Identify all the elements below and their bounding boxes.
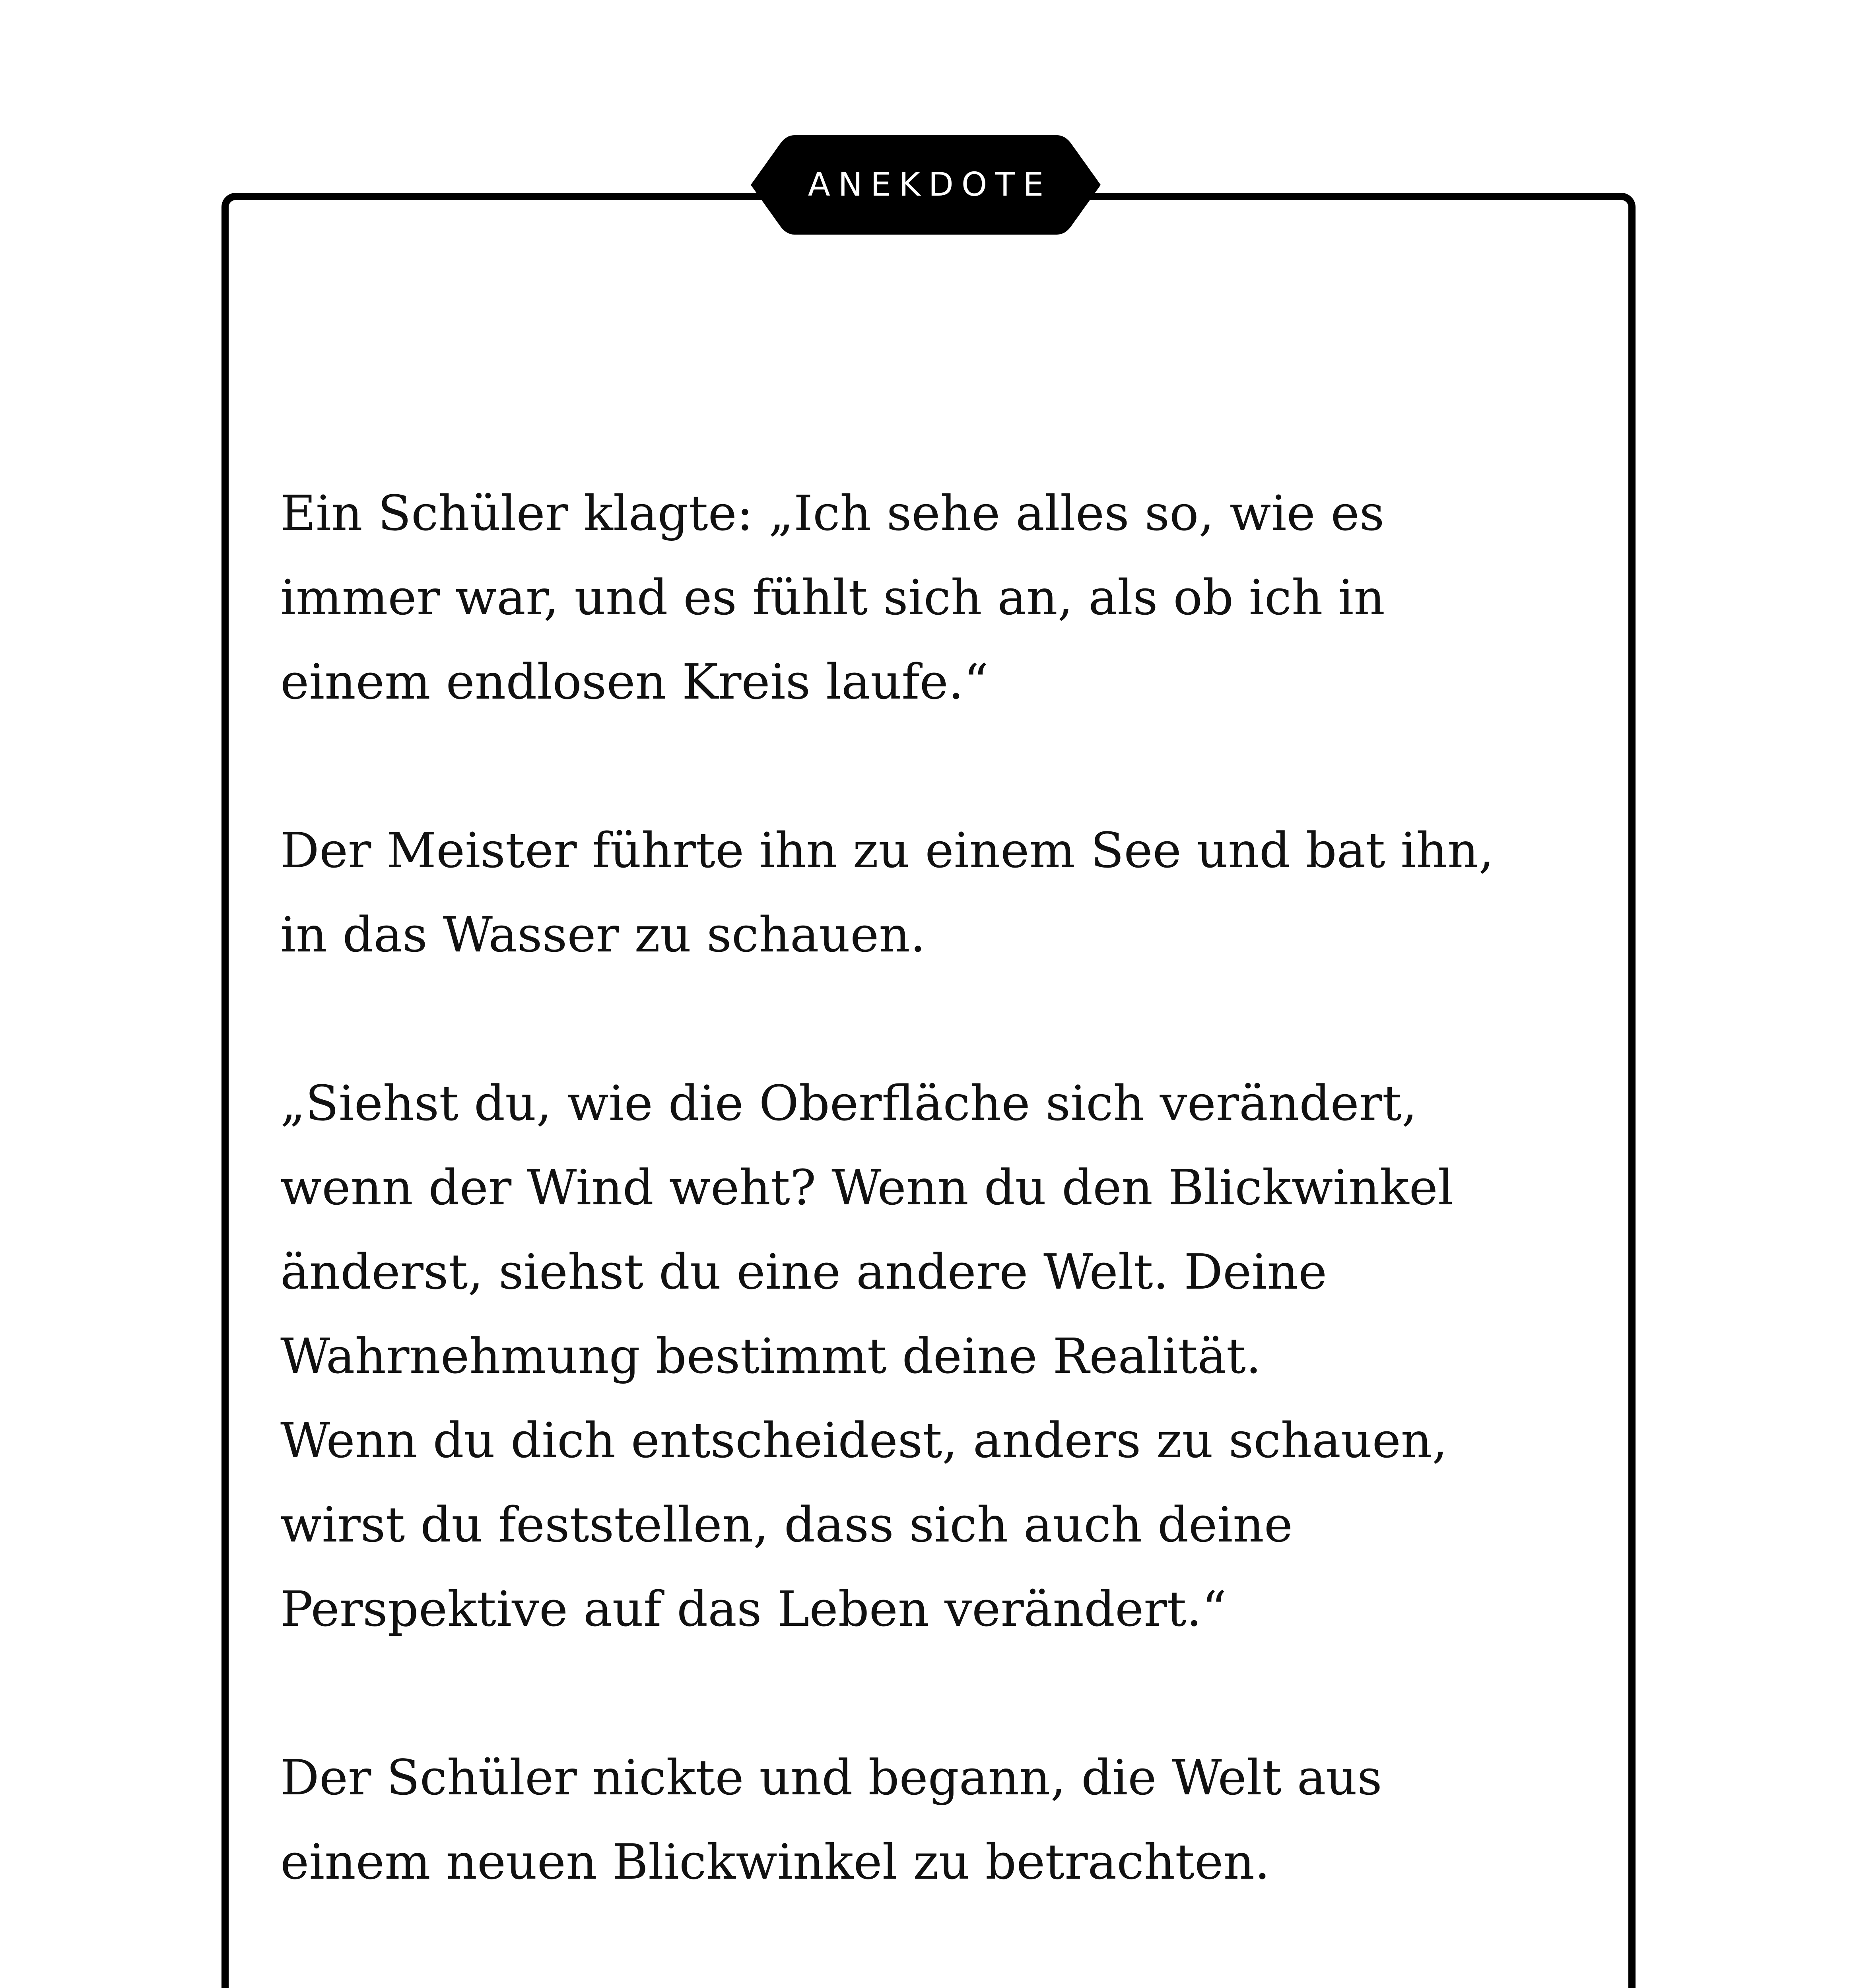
text-line: Perspektive auf das Leben verändert.“: [280, 1581, 1227, 1637]
badge-label: ANEKDOTE: [808, 166, 1052, 204]
text-line: wirst du feststellen, dass sich auch deine: [280, 1497, 1293, 1553]
paragraph-conclusion: [280, 1736, 1605, 1904]
text-line: wenn der Wind weht? Wenn du den Blickwinkel: [280, 1159, 1453, 1216]
paragraph-master-lake: [280, 808, 1605, 977]
text-line: änderst, siehst du eine andere Welt. Deine: [280, 1244, 1327, 1300]
text-line: Wahrnehmung bestimmt deine Realität.: [280, 1328, 1261, 1384]
paragraph-master-speech: [280, 1061, 1605, 1651]
text-line: in das Wasser zu schauen.: [280, 907, 926, 963]
anecdote-badge: [751, 135, 1101, 235]
text-line: einem neuen Blickwinkel zu betrachten.: [280, 1834, 1270, 1890]
text-line: immer war, und es fühlt sich an, als ob ich in: [280, 569, 1385, 626]
text-line: Der Meister führte ihn zu einem See und bat ihn,: [280, 822, 1494, 879]
paragraph-complaint: [280, 471, 1605, 724]
text-line: Ein Schüler klagte: „Ich sehe alles so, wie es: [280, 485, 1385, 542]
anecdote-text: [280, 471, 1605, 1988]
text-line: einem endlosen Kreis laufe.“: [280, 654, 989, 710]
text-line: „Siehst du, wie die Oberfläche sich verändert,: [280, 1075, 1417, 1132]
text-line: Wenn du dich entscheidest, anders zu schauen,: [280, 1412, 1448, 1469]
text-line: Der Schüler nickte und begann, die Welt aus: [280, 1749, 1382, 1806]
